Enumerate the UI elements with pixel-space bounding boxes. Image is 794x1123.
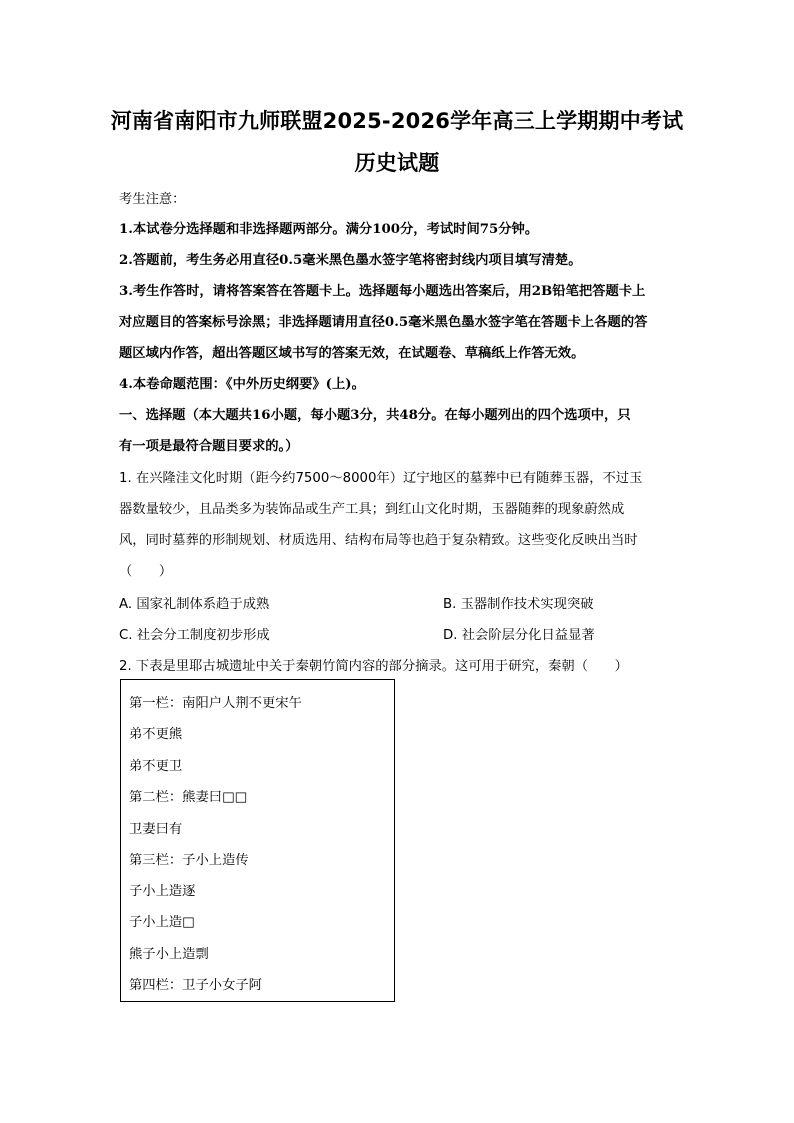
notice-item-3-line-a: 3.考生作答时，请将答案答在答题卡上。选择题每小题选出答案后，用2B铅笔把答题卡上 [119,284,646,299]
table-line: 第三栏：子小上造传 [129,853,249,868]
notice-item-3-line-c: 题区域内作答，超出答题区域书写的答案无效，在试题卷、草稿纸上作答无效。 [119,346,585,361]
notice-heading: 考生注意： [119,192,186,207]
table-line: 熊子小上造剽 [129,947,209,962]
exam-title-line2: 历史试题 [354,151,440,175]
notice-item-2: 2.答题前，考生务必用直径0.5毫米黑色墨水签字笔将密封线内项目填写清楚。 [119,253,582,268]
question-1-stem-line-c: 风，同时墓葬的形制规划、材质选用、结构布局等也趋于复杂精致。这些变化反映出当时 [119,533,638,548]
question-1-option-d: D. 社会阶层分化日益显著 [443,628,595,643]
exam-title-line1: 河南省南阳市九师联盟2025-2026学年高三上学期期中考试 [110,109,684,133]
question-1-stem-line-a: 1. 在兴隆洼文化时期（距今约7500～8000年）辽宁地区的墓葬中已有随葬玉器，不过玉 [119,471,643,486]
section-heading-line-b: 有一项是最符合题目要求的。） [119,439,299,454]
table-line: 弟不更熊 [129,727,183,742]
table-line: 第二栏：熊妻曰□□ [129,790,248,805]
notice-item-1: 1.本试卷分选择题和非选择题两部分。满分100分，考试时间75分钟。 [119,222,539,237]
question-1-stem-line-b: 器数量较少，且品类多为装饰品或生产工具；到红山文化时期，玉器随葬的现象蔚然成 [119,502,625,517]
table-line: 弟不更卫 [129,759,183,774]
question-1-option-a: A. 国家礼制体系趋于成熟 [119,597,270,612]
question-1-option-b: B. 玉器制作技术实现突破 [443,597,594,612]
question-1-answer-blank: （ ） [119,564,173,579]
table-line: 子小上造逐 [129,884,196,899]
question-2-stem: 2. 下表是里耶古城遗址中关于秦朝竹简内容的部分摘录。这可用于研究，秦朝（ ） [119,659,628,674]
bamboo-slip-excerpt-table [120,679,395,1002]
notice-item-3-line-b: 对应题目的答案标号涂黑；非选择题请用直径0.5毫米黑色墨水签字笔在答题卡上各题的答 [119,315,648,330]
section-heading-line-a: 一、选择题（本大题共16小题，每小题3分，共48分。在每小题列出的四个选项中，只 [119,408,631,423]
table-line: 卫妻曰有 [129,822,183,837]
question-1-option-c: C. 社会分工制度初步形成 [119,628,270,643]
table-line: 第四栏：卫子小女子阿 [129,978,262,993]
table-line: 第一栏：南阳户人荆不更宋午 [129,696,302,711]
table-line: 子小上造□ [129,915,195,930]
notice-item-4: 4.本卷命题范围：《中外历史纲要》(上)。 [119,377,365,392]
